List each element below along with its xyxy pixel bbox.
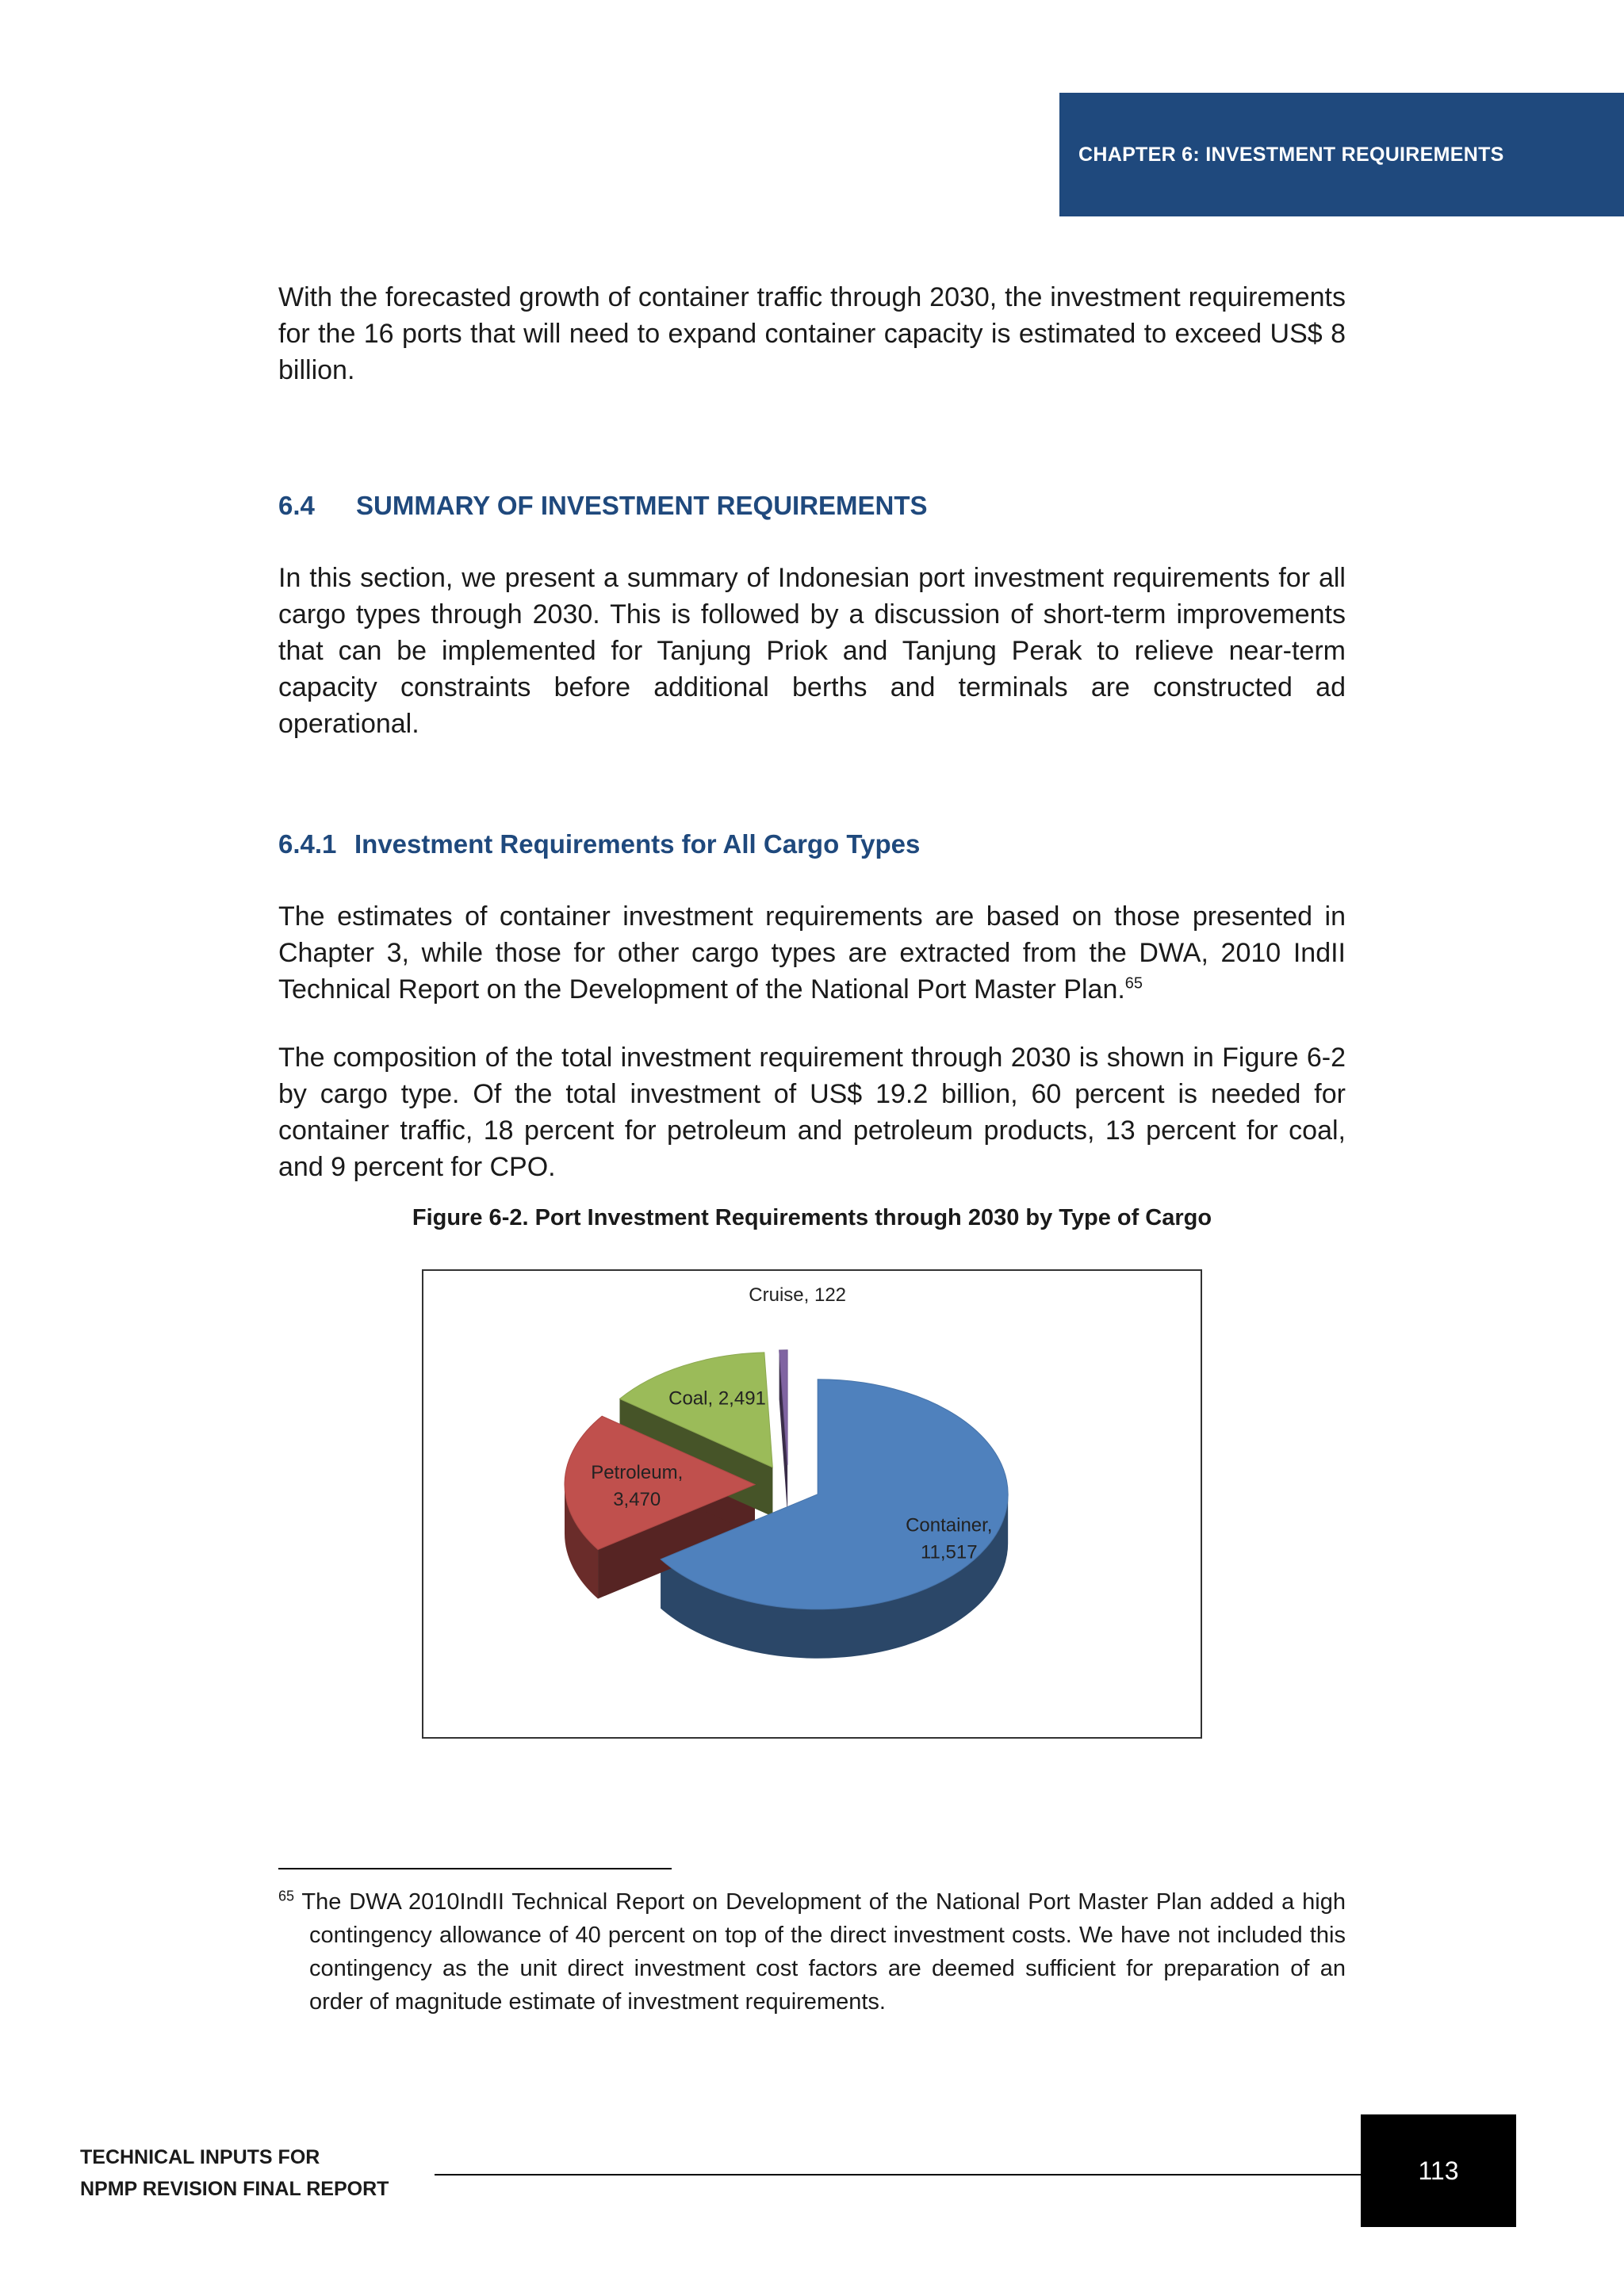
footnote-text: The DWA 2010IndII Technical Report on Development of the National Port Master Plan added a high contingency allowance of 40 percent on top of the direct investment costs. We have not included this contingency as the unit direct investment cost factors are deemed sufficient for preparation of an order of magnitude estimate of investment requirements. (301, 1889, 1346, 2015)
subsection-paragraph-1 (278, 898, 1346, 1008)
pie-chart (423, 1271, 1201, 1737)
intro-paragraph: With the forecasted growth of container traffic through 2030, the investment requirements for the 16 ports that will need to expand container capacity is estimated to exceed US$ 8 billion. (278, 282, 1346, 385)
section-paragraph: In this section, we present a summary of Indonesian port investment requirements for all cargo types through 2030. This is followed by a discussion of short-term improvements that can be implemented for Tanjung Priok and Tanjung Perak to relieve near-term capacity constraints before additional berths and terminals are constructed ad operational. (278, 563, 1346, 739)
pie-label-cruise (749, 1284, 846, 1306)
section-title: SUMMARY OF INVESTMENT REQUIREMENTS (356, 491, 928, 520)
pie-label-container-value: 11,517 (920, 1541, 978, 1563)
paragraph-1-text: The estimates of container investment requirements are based on those presented in Chapter 3, while those for other cargo types are extracted from the DWA, 2010 IndII Technical Report on the Development of the National Port Master Plan. (278, 901, 1346, 1004)
footnote-rule (278, 1868, 672, 1869)
chapter-header-bar (1059, 93, 1624, 216)
section-number: 6.4 (278, 491, 315, 520)
section-body (278, 560, 1346, 742)
footnote-reference[interactable]: 65 (1124, 974, 1143, 993)
subsection-title: Investment Requirements for All Cargo Types (354, 829, 921, 859)
footer-rule (435, 2174, 1362, 2175)
subsection-number: 6.4.1 (278, 829, 337, 859)
footnote (278, 1885, 1346, 2019)
pie-label-cruise-value: 122 (814, 1284, 847, 1306)
footer-line-1: TECHNICAL INPUTS FOR (80, 2146, 320, 2168)
footer-line-2: NPMP REVISION FINAL REPORT (80, 2178, 389, 2200)
pie-label-petroleum-name: Petroleum, (591, 1461, 684, 1483)
pie-label-coal-value: 2,491 (718, 1387, 766, 1410)
subsection-heading (278, 829, 920, 859)
pie-chart-frame (422, 1269, 1202, 1739)
footnote-body (278, 1885, 1346, 2019)
intro-block (278, 279, 1346, 388)
pie-label-cruise-name: Cruise, (749, 1284, 814, 1306)
subsection-body (278, 898, 1346, 1185)
figure-caption: Figure 6-2. Port Investment Requirements through 2030 by Type of Cargo (412, 1205, 1212, 1230)
section-heading (278, 491, 928, 521)
subsection-paragraph-2: The composition of the total investment requirement through 2030 is shown in Figure 6-2 by cargo type. Of the total investment of US$ 19.2 billion, 60 percent is needed for container traffic, 18 percent for petroleum and petroleum products, 13 percent for coal, and 9 percent for CPO. (278, 1043, 1346, 1182)
chapter-title: CHAPTER 6: INVESTMENT REQUIREMENTS (1078, 143, 1504, 166)
footnote-number: 65 (278, 1888, 295, 1904)
pie-label-coal (668, 1387, 766, 1409)
pie-label-container-name: Container, (906, 1514, 993, 1536)
page-number: 113 (1418, 2156, 1459, 2185)
page-number-box (1361, 2114, 1516, 2227)
pie-label-coal-name: Coal, (668, 1387, 718, 1410)
footer-report-title (80, 2141, 389, 2205)
pie-label-petroleum-value: 3,470 (613, 1488, 661, 1510)
